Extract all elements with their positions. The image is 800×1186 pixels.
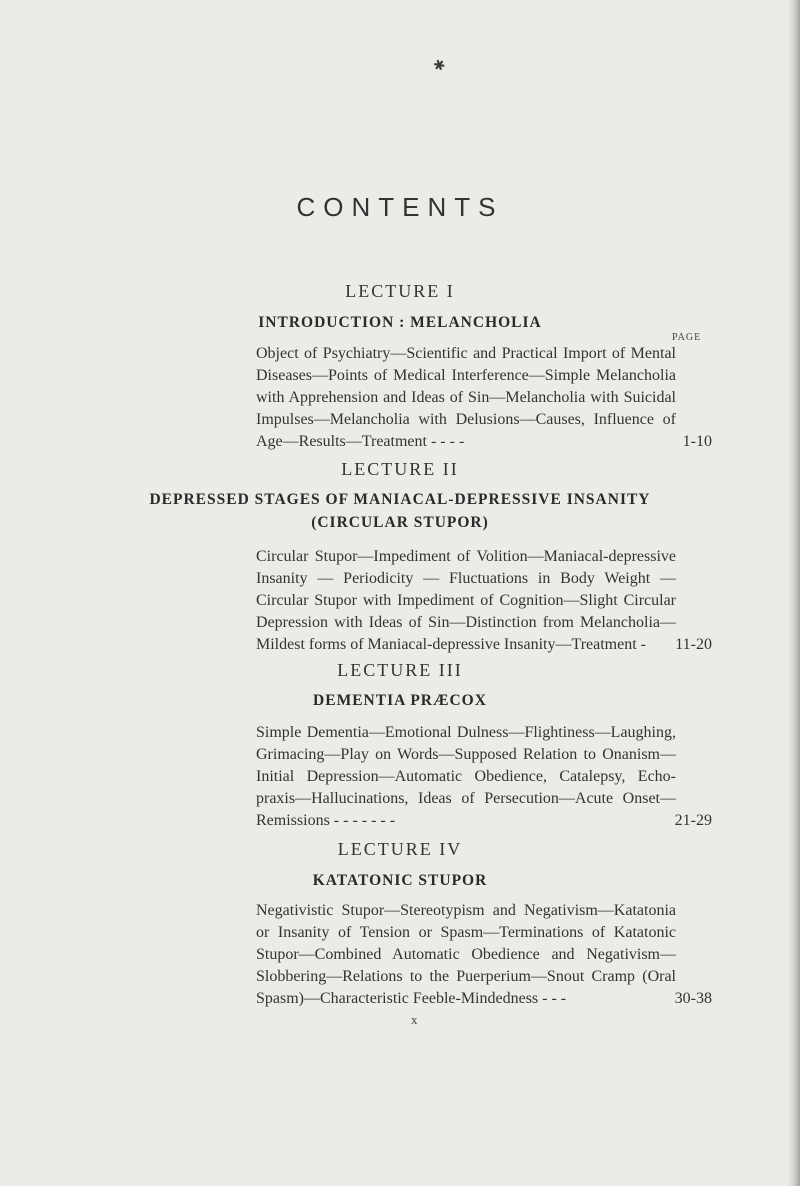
lecture-4-entry-text: Negativistic Stupor—Stereotypism and Negativism—Katatonia or Insanity of Tension or Spasm—Terminations of Katatonic Stupor—Combined Automatic Obedience and Negativism—Slobbering—Relations to the Puerperium—Snout Cramp (Oral Spasm)—Characteristic Feeble-Mindedness - - -: [256, 902, 676, 1007]
lecture-3-number: LECTURE III: [337, 660, 463, 680]
lecture-2-heading: DEPRESSED STAGES OF MANIACAL-DEPRESSIVE INSANITY: [149, 491, 651, 508]
lecture-4-heading: KATATONIC STUPOR: [312, 872, 488, 889]
lecture-4-page-range: 30-38: [674, 990, 712, 1007]
lecture-2-entry: [256, 546, 712, 656]
lecture-3-entry-text: Simple Dementia—Emotional Dulness—Flightiness—Laughing, Grimacing—Play on Words—Supposed Relation to Onanism—Initial Depression—Automatic Obedience, Catalepsy, Echo-praxis—Hallucinations, Ideas of Persecution—Acute Onset—Remissions - - - - - - -: [256, 724, 676, 829]
lecture-3-heading: DEMENTIA PRÆCOX: [313, 692, 487, 709]
lecture-2-entry-text: Circular Stupor—Impediment of Volition—Maniacal-depressive Insanity — Periodicity — Fluctuations in Body Weight — Circular Stupor with Impediment of Cognition—Slight Circular Depression with Ideas of Sin—Distinction from Melancholia—Mildest forms of Maniacal-depressive Insanity—Treatment -: [256, 548, 676, 653]
lecture-4-entry: [256, 900, 712, 1010]
page-column-label: PAGE: [672, 332, 702, 343]
lecture-2-subheading: (CIRCULAR STUPOR): [311, 514, 489, 531]
lecture-3-entry: [256, 722, 712, 832]
lecture-3-page-range: 21-29: [674, 812, 712, 829]
lecture-1-entry-text: Object of Psychiatry—Scientific and Practical Import of Mental Diseases—Points of Medical Interference—Simple Melancholia with Apprehension and Ideas of Sin—Melancholia with Suicidal Impulses—Melancholia with Delusions—Causes, Influence of Age—Results—Treatment - - - -: [256, 345, 676, 450]
page-title: CONTENTS: [296, 192, 504, 222]
lecture-1-number: LECTURE I: [345, 281, 455, 301]
folio: x: [411, 1012, 418, 1027]
lecture-2-number: LECTURE II: [341, 459, 459, 479]
lecture-4-number: LECTURE IV: [337, 839, 463, 859]
ink-mark: ✱: [431, 57, 448, 76]
lecture-1-heading: INTRODUCTION : MELANCHOLIA: [258, 314, 542, 331]
lecture-1-entry: [256, 343, 712, 453]
lecture-1-page-range: 1-10: [682, 433, 712, 450]
lecture-2-page-range: 11-20: [675, 636, 712, 653]
page-edge-shadow: [788, 0, 800, 1186]
